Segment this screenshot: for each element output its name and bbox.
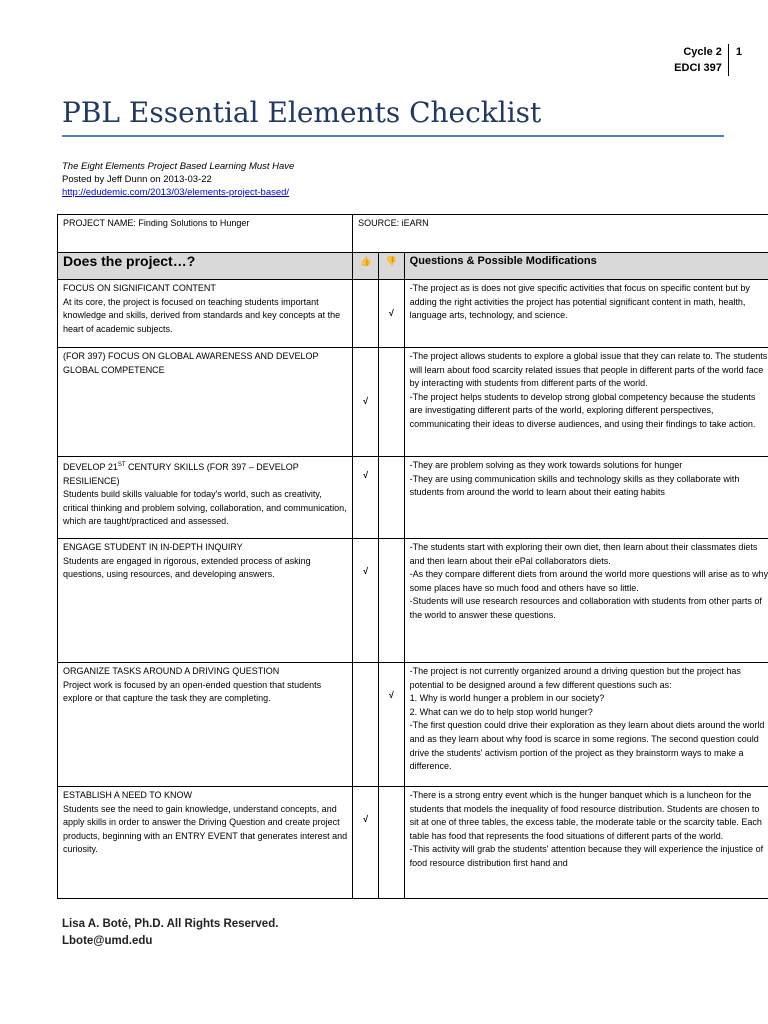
element-cell [58, 787, 353, 899]
element-cell [58, 539, 353, 663]
checklist-table [57, 214, 768, 899]
project-row [58, 215, 768, 253]
posted-by: Posted by Jeff Dunn on 2013-03-22 [62, 174, 212, 185]
no-mark [378, 787, 404, 899]
table-row [58, 663, 768, 787]
header-labels [674, 44, 729, 76]
element-description: Students are engaged in rigorous, extended process of asking questions, using resources, and developing answers. [63, 555, 311, 580]
cycle-label: Cycle 2 [683, 46, 722, 58]
modification-text: 2. What can we do to help stop world hunger? [409, 706, 593, 717]
source-link[interactable]: http://edudemic.com/2013/03/elements-project-based/ [62, 187, 290, 198]
yes-mark [353, 280, 379, 348]
element-description: Students build skills valuable for today's world, such as creativity, critical thinking and problem solving, collaboration, and communication, which are taught/practiced and assessed. [63, 489, 347, 527]
modifications-cell [404, 787, 768, 899]
modification-text: -They are using communication skills and technology skills as they collaborate with students from around the world to learn about their eating habits [409, 473, 740, 498]
table-row [58, 787, 768, 899]
no-mark [378, 348, 404, 457]
modification-text: -The project helps students to develop strong global competency because the students are investigating different parts of the world, exploring different perspectives, communicating their ideas to diverse audiences, and using their findings to take action. [409, 391, 756, 429]
no-mark [378, 457, 404, 539]
yes-mark [353, 663, 379, 787]
table-row [58, 280, 768, 348]
yes-mark: √ [353, 348, 379, 457]
modifications-cell [404, 539, 768, 663]
modification-text: -This activity will grab the students' attention because they will experience the injustice of food resource distribution first hand and [409, 844, 764, 868]
no-mark [378, 539, 404, 663]
element-title: ESTABLISH A NEED TO KNOW [63, 790, 193, 800]
modification-text: -The first question could drive their exploration as they learn about diets around the world and as they learn about why food is scarce in some regions. The second question could drive the students' activism portion of the project as they brainstorm ways to make a difference. [409, 720, 765, 772]
page-number: 1 [735, 46, 742, 58]
element-title-sup: ST [117, 462, 126, 468]
modifications-cell [404, 280, 768, 348]
modification-text: -They are problem solving as they work towards solutions for hunger [409, 460, 683, 470]
element-title: ORGANIZE TASKS AROUND A DRIVING QUESTION [63, 666, 280, 676]
table-row [58, 457, 768, 539]
column-header-row [58, 253, 768, 280]
page-header [674, 44, 742, 76]
yes-mark: √ [353, 787, 379, 899]
modification-text: -There is a strong entry event which is the hunger banquet which is a luncheon for the students that models the inequality of food resource distribution. Students are chosen to sit at one of three tables, the excess table, the moderate table or the scarcity table. Each table has food that represents the food situations of different parts of the world. [409, 790, 762, 841]
modifications-cell [404, 663, 768, 787]
no-mark: √ [378, 280, 404, 348]
thumbs-down-icon: 👎 [378, 253, 404, 280]
element-cell [58, 348, 353, 457]
element-title: ENGAGE STUDENT IN IN-DEPTH INQUIRY [63, 542, 243, 552]
element-description: Project work is focused by an open-ended question that students explore or that capture the task they are completing. [63, 679, 322, 704]
modification-text: -The students start with exploring their own diet, then learn about their classmates diets and then learn about their ePal collaborators diets. [409, 542, 758, 566]
element-description: Students see the need to gain knowledge, understand concepts, and apply skills in order to answer the Driving Question and create project products, beginning with an ENTRY EVENT that generates interest and curiosity. [63, 803, 348, 855]
course-label: EDCI 397 [674, 62, 722, 74]
no-mark: √ [378, 663, 404, 787]
element-description: At its core, the project is focused on teaching students important knowledge and skills, derived from standards and key concepts at the heart of academic subjects. [63, 296, 341, 334]
modification-text: -As they compare different diets from around the world more questions will arise as to why some places have so much food and others have so little. [409, 569, 768, 593]
element-cell [58, 457, 353, 539]
element-title: (FOR 397) FOCUS ON GLOBAL AWARENESS AND DEVELOP GLOBAL COMPETENCE [63, 351, 319, 375]
footer-author: Lisa A. Botė, Ph.D. All Rights Reserved. [62, 918, 279, 930]
question-header: Does the project…? [58, 253, 353, 280]
table-row [58, 539, 768, 663]
project-source: SOURCE: iEARN [353, 215, 768, 253]
table-row [58, 348, 768, 457]
element-title [63, 459, 347, 488]
footer-email: Lbote@umd.edu [62, 935, 153, 947]
yes-mark: √ [353, 539, 379, 663]
source-meta [62, 160, 294, 199]
modification-text: -The project allows students to explore a global issue that they can relate to. The students will learn about food scarcity related issues that people in different parts of the world face by interacting with students from different parts of the world. [409, 351, 768, 389]
modification-text: -Students will use research resources and collaboration with students from other parts of the world to answer these questions. [409, 596, 762, 620]
thumbs-up-icon: 👍 [353, 253, 379, 280]
modification-text: 1. Why is world hunger a problem in our society? [409, 693, 605, 704]
element-title-pre: DEVELOP 21 [63, 462, 118, 472]
document-title: PBL Essential Elements Checklist [62, 96, 724, 137]
yes-mark: √ [353, 457, 379, 539]
project-name: PROJECT NAME: Finding Solutions to Hunger [58, 215, 353, 253]
modifications-cell [404, 348, 768, 457]
element-cell [58, 280, 353, 348]
article-subtitle: The Eight Elements Project Based Learning Must Have [62, 161, 295, 172]
modifications-cell [404, 457, 768, 539]
element-cell [58, 663, 353, 787]
element-title: FOCUS ON SIGNIFICANT CONTENT [63, 283, 216, 293]
modification-text: -The project is not currently organized around a driving question but the project has potential to be designed around a few different questions such as: [409, 666, 741, 690]
modifications-header: Questions & Possible Modifications [404, 253, 768, 280]
page-footer [62, 916, 278, 950]
modification-text: -The project as is does not give specific activities that focus on specific content but by adding the right activities the project has potential significant content in math, health, language arts, technology, and science. [409, 283, 750, 321]
element-title-post: CENTURY SKILLS (FOR 397 – DEVELOP RESILIENCE) [63, 462, 299, 486]
